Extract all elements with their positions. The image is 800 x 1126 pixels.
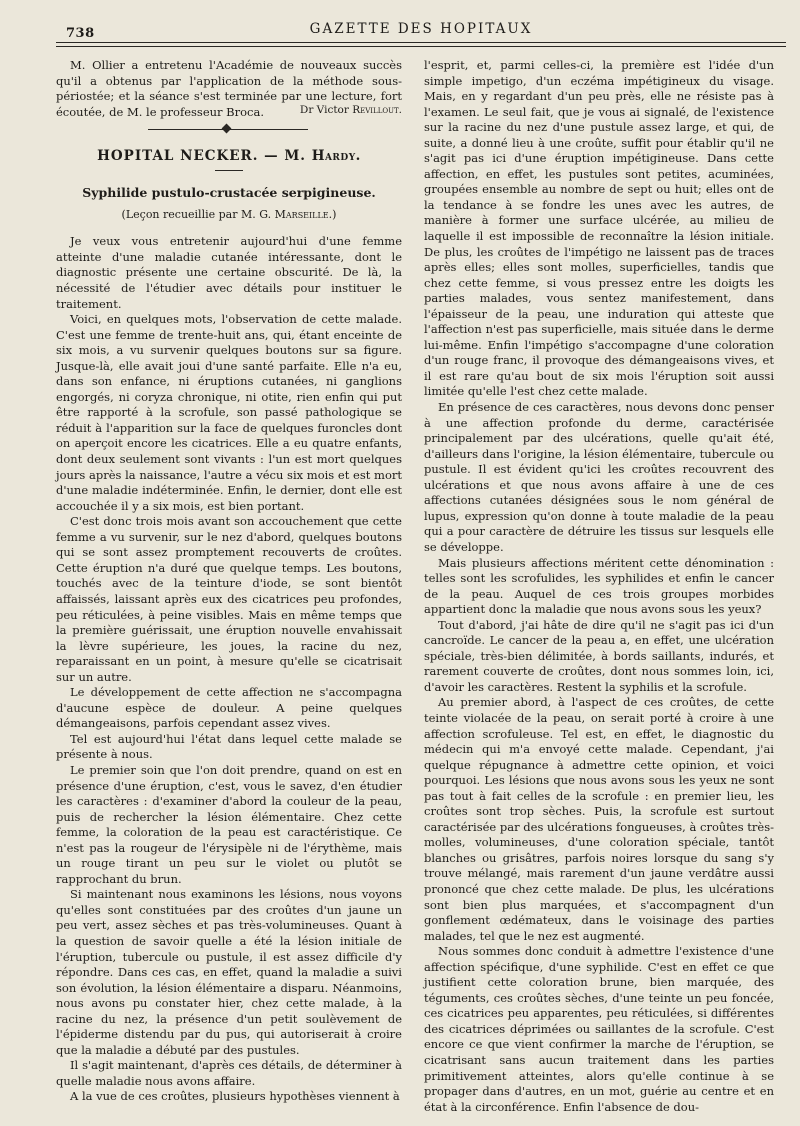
paragraph: A la vue de ces croûtes, plusieurs hypothèses viennent à <box>70 1089 400 1104</box>
lecture-suffix: ) <box>332 207 337 221</box>
signature-name: Revillout. <box>352 104 402 117</box>
article-subtitle: Syphilide pustulo-crustacée serpigineuse. <box>82 185 376 201</box>
paragraph: Voici, en quelques mots, l'observation de cette malade. C'est une femme de trente-huit ans, qui, étant enceinte de six mois, a vu survenir quelques boutons sur sa figure. Jusque-là, elle avait joui d'une santé parfaite. Elle n'a eu, dans son enfance, ni éruptions cutanées, ni ganglions engorgés, ni coryza chronique, ni otite, rien enfin qui put être rapporté à la scrofule, son passé pathologique se réduit à l'apparition sur la face de quelques furoncles dont on aperçoit encore les cicatrices. Elle a eu quatre enfants, dont deux seulement sont vivants : l'un est mort quelques jours après la naissance, l'autre a vécu six mois et est mort d'une maladie indéterminée. Enfin, le dernier, dont elle est accouchée il y a six mois, est bien portant. <box>56 312 402 513</box>
paragraph: Si maintenant nous examinons les lésions, nous voyons qu'elles sont constituées par des croûtes d'un jaune un peu vert, assez sèches et pas très-volumineuses. Quant à la question de savoir quelle a été la lésion initiale de l'éruption, tubercule ou pustule, il est assez difficile d'y répondre. Dans ces cas, en effet, quand la maladie a suivi son évolution, la lésion élémentaire a disparu. Néanmoins, nous avons pu constater hier, chez cette malade, à la racine du nez, la présence d'un petit soulèvement de l'épiderme distendu par du pus, qui autoriserait à croire que la maladie a débuté par des pustules. <box>56 887 402 1057</box>
diamond-icon <box>222 123 232 133</box>
page-header <box>56 20 786 42</box>
lecture-author: Marseille. <box>274 207 333 221</box>
hospital-name: HOPITAL NECKER. <box>97 147 259 164</box>
paragraph: En présence de ces caractères, nous devons donc penser à une affection profonde du derme, caractérisée principalement par des ulcérations, quelle qu'ait été, d'ailleurs dans l'origine, la lésion élémentaire, tubercule ou pustule. Il est évident qu'ici les croûtes recouvrent des ulcérations et que nous avons affaire à une de ces affections cutanées désignées sous le nom général de lupus, expression qu'on donne à toute maladie de la peau qui a pour caractère de détruire les tissus sur lesquels elle se développe. <box>424 400 774 554</box>
page-number: 738 <box>66 26 95 41</box>
heading-separator: — M. <box>258 147 312 164</box>
left-column <box>56 58 402 1105</box>
paragraph: Mais plusieurs affections méritent cette dénomination : telles sont les scrofulides, les syphilides et enfin le cancer de la peau. Auquel de ces trois groupes morbides appartient donc la maladie que nous avons sous les yeux? <box>424 555 774 617</box>
doctor-name: Hardy. <box>311 147 361 164</box>
lecture-credit <box>56 207 402 223</box>
header-rule-secondary <box>56 46 786 47</box>
paragraph: l'esprit, et, parmi celles-ci, la première est l'idée d'un simple impetigo, d'un eczéma impétigineux du visage. Mais, en y regardant d'un peu près, elle ne résiste pas à l'examen. Le seul fait, que je vous ai signalé, de l'existence sur la racine du nez d'une pustule assez large, et qui, de suite, a donné lieu à une croûte, suffit pour établir qu'il ne s'agit pas ici d'une éruption impétigineuse. Dans cette affection, en effet, les pustules sont petites, acuminées, groupées ensemble au nombre de sept ou huit; elles ont de la tendance à se fondre les unes avec les autres, de manière à former une surface ulcérée, au milieu de laquelle il est impossible de reconnaître la lésion initiale. De plus, les croûtes de l'impétigo ne laissent pas de traces après elles; elles sont molles, superficielles, tandis que chez cette femme, si vous pressez entre les doigts les parties malades, vous sentez manifestement, dans l'épaisseur de la peau, une induration qui atteste que l'affection n'est pas superficielle, mais située dans le derme lui-même. Enfin l'impétigo s'accompagne d'une coloration d'un rouge franc, il provoque des démangeaisons vives, et il est rare qu'au bout de six mois l'éruption soit aussi limitée qu'elle l'est chez cette malade. <box>424 58 774 399</box>
right-column <box>424 58 774 1115</box>
paragraph: Il s'agit maintenant, d'après ces détails, de déterminer à quelle maladie nous avons affaire. <box>56 1058 402 1088</box>
paragraph: Tel est aujourd'hui l'état dans lequel cette malade se présente à nous. <box>56 731 402 762</box>
lecture-prefix: (Leçon recueillie par M. G. <box>121 207 275 221</box>
paragraph: Nous sommes donc conduit à admettre l'existence d'une affection spécifique, d'une syphilide. C'est en effet ce que justifient cette coloration brune, bien marquée, des téguments, ces croûtes sèches, d'une teinte un peu foncée, ces cicatrices peu apparentes, peu réticulées, si différentes des cicatrices déprimées ou saillantes de la scrofule. C'est encore ce que vient confirmer la marche de l'éruption, se cicatrisant sans aucun traitement dans les parties primitivement atteintes, alors qu'elle continue à se propager dans d'autres, en un mot, guérie au centre et en état à la circonférence. Enfin l'absence de dou- <box>424 944 774 1114</box>
paragraph: Au premier abord, à l'aspect de ces croûtes, de cette teinte violacée de la peau, on serait porté à croire à une affection scrofuleuse. Tel est, en effet, le diagnostic du médecin qui m'a envoyé cette malade. Cependant, j'ai quelque répugnance à admettre cette opinion, et voici pourquoi. Les lésions que nous avons sous les yeux ne sont pas tout à fait celles de la scrofule : en premier lieu, les croûtes sont trop sèches. Puis, la scrofule est surtout caractérisée par des ulcérations fongueuses, à croûtes très-molles, volumineuses, d'une coloration spéciale, tantôt blanches ou grisâtres, parfois noires lorsque du sang s'y trouve mélangé, mais rarement d'un jaune verdâtre aussi prononcé que chez cette malade. De plus, les ulcérations sont bien plus marquées, et s'accompagnent d'un gonflement œdémateux, dans le voisinage des parties malades, tel que le nez est augmenté. <box>424 695 774 943</box>
paragraph: M. Ollier a entretenu l'Académie de nouveaux succès qu'il a obtenus par l'application de la méthode sous-périostée; et la séance s'est terminée par une lecture, fort écoutée, de M. le professeur Broca. <box>56 58 402 119</box>
signature-prefix: Dr Victor <box>299 104 353 117</box>
running-title: GAZETTE DES HOPITAUX <box>309 21 533 37</box>
paragraph: Le premier soin que l'on doit prendre, quand on est en présence d'une éruption, c'est, vous le savez, d'en étudier les caractères : d'examiner d'abord la couleur de la peau, puis de rechercher la lésion élémentaire. Chez cette femme, la coloration de la peau est caractéristique. Ce n'est pas la rougeur de l'érysipèle ni de l'érythème, mais un rouge tirant un peu sur le violet ou plutôt se rapprochant du brun. <box>56 762 402 886</box>
paragraph: Tout d'abord, j'ai hâte de dire qu'il ne s'agit pas ici d'un cancroïde. Le cancer de la peau a, en effet, une ulcération spéciale, très-bien délimitée, à bords saillants, indurés, et rarement couverte de croûtes, dont nous sommes loin, ici, d'avoir les caractères. Restent la syphilis et la scrofule. <box>424 617 774 694</box>
paragraph: C'est donc trois mois avant son accouchement que cette femme a vu survenir, sur le nez d'abord, quelques boutons qui se sont assez promptement recouverts de croûtes. Cette éruption n'a duré que quelque temps. Les boutons, touchés avec de la teinture d'iode, se sont bientôt affaissés, laissant après eux des cicatrices peu profondes, peu réticulées, à peine visibles. Mais en même temps que la première guérissait, une éruption nouvelle envahissait la lèvre supérieure, les joues, la racine du nez, reparaissant en un point, à mesure qu'elle se cicatrisait sur un autre. <box>56 514 402 684</box>
paragraph: Je veux vous entretenir aujourd'hui d'une femme atteinte d'une maladie cutanée intéressante, dont le diagnostic présente une certaine obscurité. De là, la nécessité de l'étudier avec détails pour instituer le traitement. <box>56 234 402 311</box>
heading-rule <box>215 170 243 171</box>
section-ornament <box>56 125 402 135</box>
section-heading <box>56 149 402 165</box>
paragraph: Le développement de cette affection ne s'accompagna d'aucune espèce de douleur. A peine quelques démangeaisons, parfois cependant assez vives. <box>56 685 402 731</box>
header-rule <box>56 42 786 43</box>
